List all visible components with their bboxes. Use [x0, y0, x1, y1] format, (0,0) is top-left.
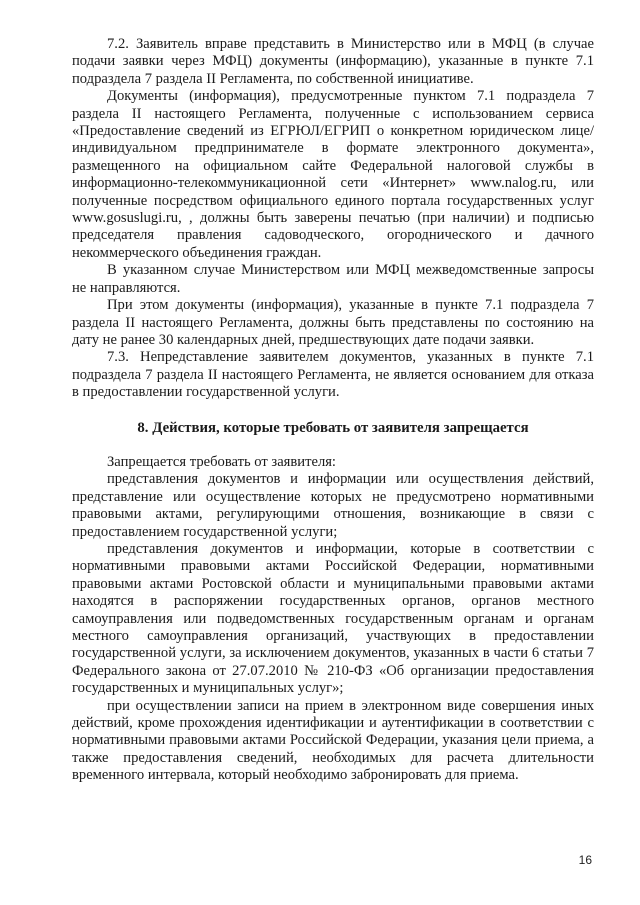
paragraph-prohibited-item-3: при осуществлении записи на прием в электронном виде совершения иных действий, кроме прохождения идентификации и аутентификации в соответствии с нормативными правовыми актами Российской Федерации, указания цели приема, а также предоставления сведений, необходимых для расчета длительности временного интервала, который необходимо забронировать для приема.	[72, 697, 594, 784]
paragraph-7-2: 7.2. Заявитель вправе представить в Министерство или в МФЦ (в случае подачи заявки через МФЦ) документы (информацию), указанные в пункте 7.1 подраздела 7 раздела II Регламента, по собственной инициативе.	[72, 36, 594, 87]
section-heading: 8. Действия, которые требовать от заявителя запрещается	[137, 419, 529, 436]
paragraph-prohibited-item-2: представления документов и информации, которые в соответствии с нормативными правовыми актами Российской Федерации, нормативными правовыми актами Ростовской области и муниципальными правовыми актами находятся в распоряжении государственных органов, органов местного самоуправления или подведомственных государственным органам и органам местного самоуправления организаций, участвующих в предоставлении государственной услуги, за исключением документов, указанных в части 6 статьи 7 Федерального закона от 27.07.2010 № 210-ФЗ «Об организации предоставления государственных и муниципальных услуг»;	[72, 540, 594, 697]
page-number: 16	[578, 853, 592, 867]
paragraph-date-requirement: При этом документы (информация), указанные в пункте 7.1 подраздела 7 раздела II настоящего Регламента, должны быть представлены по состоянию на дату не ранее 30 календарных дней, предшествующих дате подачи заявки.	[72, 297, 594, 348]
document-page	[72, 36, 594, 785]
paragraph-no-requests: В указанном случае Министерством или МФЦ межведомственные запросы не направляются.	[72, 262, 594, 296]
paragraph-7-3: 7.3. Непредставление заявителем документов, указанных в пункте 7.1 подраздела 7 раздела II настоящего Регламента, не является основанием для отказа в предоставлении государственной услуги.	[72, 349, 594, 401]
paragraph-prohibited-item-1: представления документов и информации или осуществления действий, представление или осуществление которых не предусмотрено нормативными правовыми актами, регулирующими отношения, возникающие в связи с предоставлением государственной услуги;	[72, 471, 594, 540]
paragraph-documents-info: Документы (информация), предусмотренные пунктом 7.1 подраздела 7 раздела II настоящего Регламента, полученные с использованием сервиса «Предоставление сведений из ЕГРЮЛ/ЕГРИП о конкретном юридическом лице/индивидуальном предпринимателе в формате электронного документа», размещенного на официальном сайте Федеральной налоговой службы в информационно-телекоммуникационной сети «Интернет» www.nalog.ru, или полученные посредством официального единого портала государственных услуг www.gosuslugi.ru, , должны быть заверены печатью (при наличии) и подписью председателя правления садоводческого, огороднического и дачного некоммерческого объединения граждан.	[72, 88, 594, 261]
paragraph-prohibited-intro: Запрещается требовать от заявителя:	[107, 453, 336, 470]
